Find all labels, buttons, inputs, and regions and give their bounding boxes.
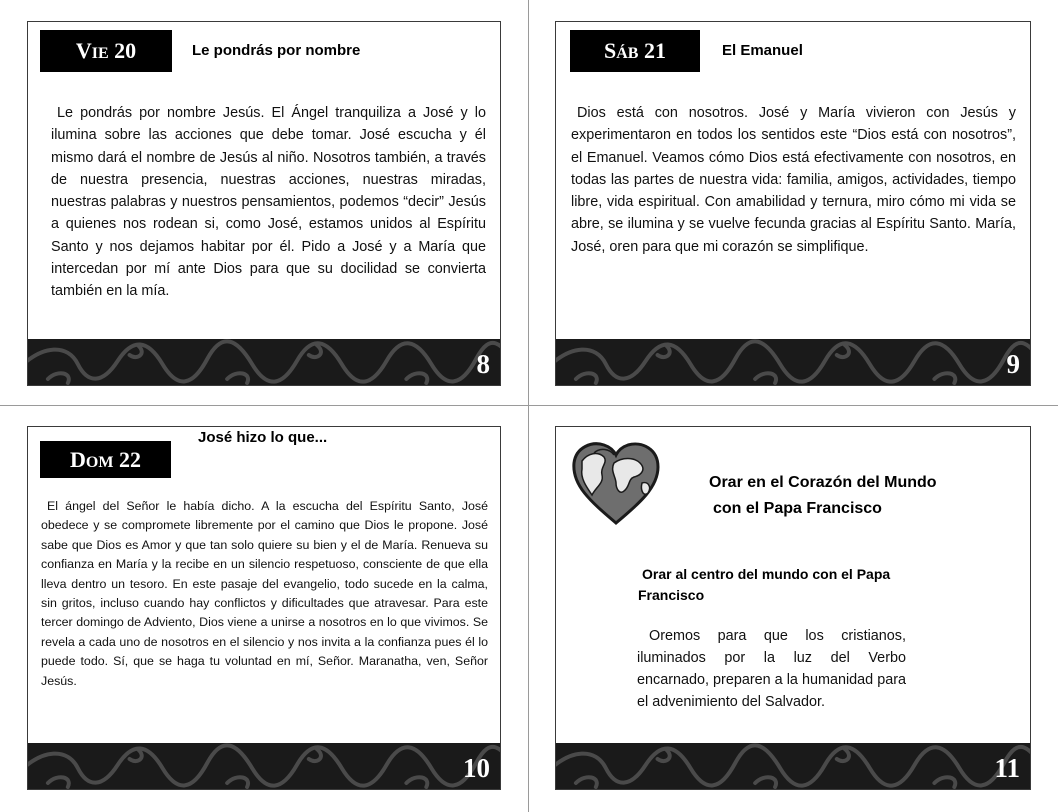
card-saturday	[555, 21, 1031, 386]
card-sunday	[27, 426, 501, 790]
card-heading: José hizo lo que...	[198, 429, 328, 446]
card-heading: El Emanuel	[722, 42, 803, 59]
prayer-text: Oremos para que los cristianos, iluminados por la luz del Verbo encarnado, preparen a la humanidad para el advenimiento del Salvador.	[637, 628, 906, 710]
vertical-fold-line	[528, 0, 529, 812]
title-line-1: Orar en el Corazón del Mundo	[709, 474, 937, 491]
card-body: El ángel del Señor le había dicho. A la escucha del Espíritu Santo, José obedece y se compromete libremente por el camino que Dios le propone. José sabe que Dios es Amor y que tan solo quiere su bien y el de María. Renueva su confianza en María y la recibe en un silencio respetuoso, consciente de que ella lleva dentro un tesoro. En este pasaje del evangelio, todo sucede en la calma, sin gritos, incluso cuando hay conflictos y dificultades que atravesar. Para este tercer domingo de Adviento, Dios viene a unirse a nosotros en lo que vivimos. Se revela a cada uno de nosotros en el silencio y nos invita a la confianza pues él lo puede todo. Sí, que se haga tu voluntad en mí, Señor. Maranatha, ven, Señor Jesús.	[41, 499, 488, 688]
card-heading: Le pondrás por nombre	[192, 42, 361, 59]
card-body: Dios está con nosotros. José y María vivieron con Jesús y experimentaron en todos los sentidos este “Dios está con nosotros”, el Emanuel. Veamos cómo Dios está efectivamente con nosotros, en todas las partes de nuestra vida: familia, amigos, actividades, tiempo libre, vida espiritual. Con amabilidad y ternura, miro cómo mi vida se abre, se ilumina y se vuelve fecunda gracias al Espíritu Santo. María, José, oren para que mi corazón se simplifique.	[571, 105, 1016, 255]
globe-heart-icon	[570, 439, 662, 525]
decorative-band	[556, 743, 1030, 789]
day-label: SÁB 21	[570, 30, 700, 72]
page-number: 11	[994, 753, 1020, 783]
page-number: 9	[1006, 349, 1020, 379]
title-line-2: con el Papa Francisco	[713, 500, 882, 517]
page-number: 8	[476, 349, 490, 379]
day-label: VIE 20	[40, 30, 172, 72]
card-friday	[27, 21, 501, 386]
decorative-band	[556, 339, 1030, 385]
page-number: 10	[463, 753, 490, 783]
horizontal-fold-line	[0, 405, 1058, 406]
decorative-band	[28, 743, 500, 789]
prayer-subheading: Orar al centro del mundo con el Papa Francisco	[638, 566, 891, 603]
decorative-band	[28, 339, 500, 385]
day-label: DOM 22	[40, 441, 171, 478]
card-body: Le pondrás por nombre Jesús. El Ángel tranquiliza a José y lo ilumina sobre las acciones que debe tomar. José escucha y él mismo dará el nombre de Jesús al niño. Nosotros también, a través de nuestra presencia, nuestras acciones, nuestras miradas, nuestras palabras y nuestros pensamientos, podemos “decir” Jesús a quienes nos rodean si, como José, estamos unidos al Espíritu Santo y nos dejamos habitar por él. Pido a José y a María que intercedan por mí ante Dios para que su docilidad se convierta también en la mía.	[51, 105, 486, 300]
card-prayer-intention	[555, 426, 1031, 790]
